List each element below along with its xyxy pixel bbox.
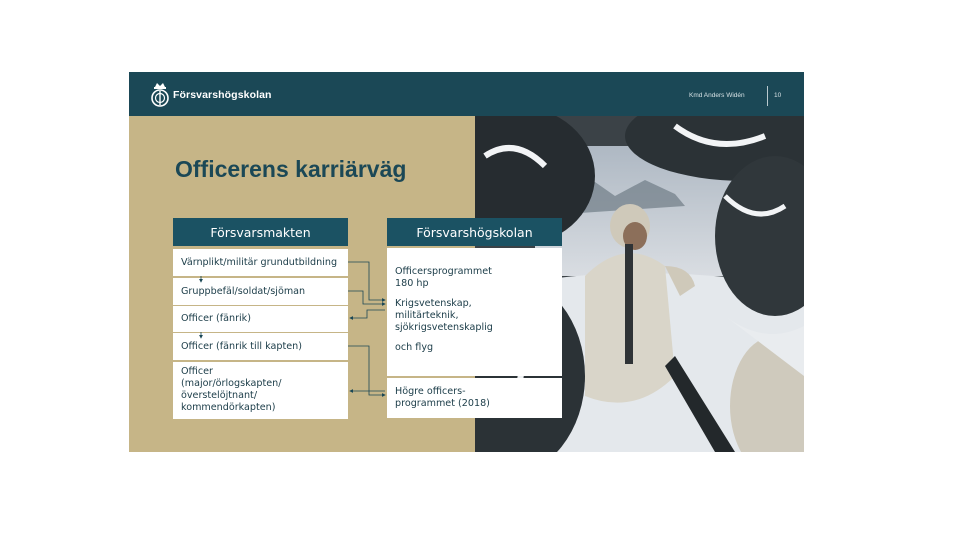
career-step-label: Officer (fänrik till kapten) (181, 340, 302, 352)
career-step-2 (173, 278, 348, 305)
career-step-5 (173, 362, 348, 419)
heading-forsvarsmakten: Försvarsmakten (173, 218, 348, 246)
career-step-4 (173, 333, 348, 360)
subject-line: sjökrigsvetenskaplig (395, 322, 493, 333)
higher-program-box (387, 378, 562, 418)
slide-title: Officerens karriärväg (175, 156, 407, 182)
crest-icon (149, 81, 171, 109)
author-name: Kmd Anders Widén (689, 92, 745, 99)
header-bar (129, 72, 804, 116)
subject-line: Krigsvetenskap, (395, 298, 472, 309)
program-line: Officersprogrammet (395, 266, 492, 277)
heading-forsvarshogskolan: Försvarshögskolan (387, 218, 562, 246)
logo-text: Försvarshögskolan (173, 89, 272, 101)
career-step-1 (173, 249, 348, 276)
higher-program-label: Högre officers- programmet (2018) (395, 386, 490, 409)
page-number: 10 (774, 92, 782, 99)
subject-line: och flyg (395, 342, 434, 353)
career-step-label: Officer (major/örlogskapten/ överstelöjtnant/ kommendörkapten) (181, 366, 282, 413)
career-step-3 (173, 306, 348, 332)
slide (129, 72, 804, 452)
career-step-label: Officer (fänrik) (181, 313, 251, 324)
officer-program-box (387, 248, 562, 376)
program-line: 180 hp (395, 278, 429, 289)
career-step-label: Gruppbefäl/soldat/sjöman (181, 285, 306, 297)
subject-line: militärteknik, (395, 310, 459, 321)
career-step-label: Värnplikt/militär grundutbildning (181, 256, 338, 268)
header-divider (767, 86, 768, 106)
